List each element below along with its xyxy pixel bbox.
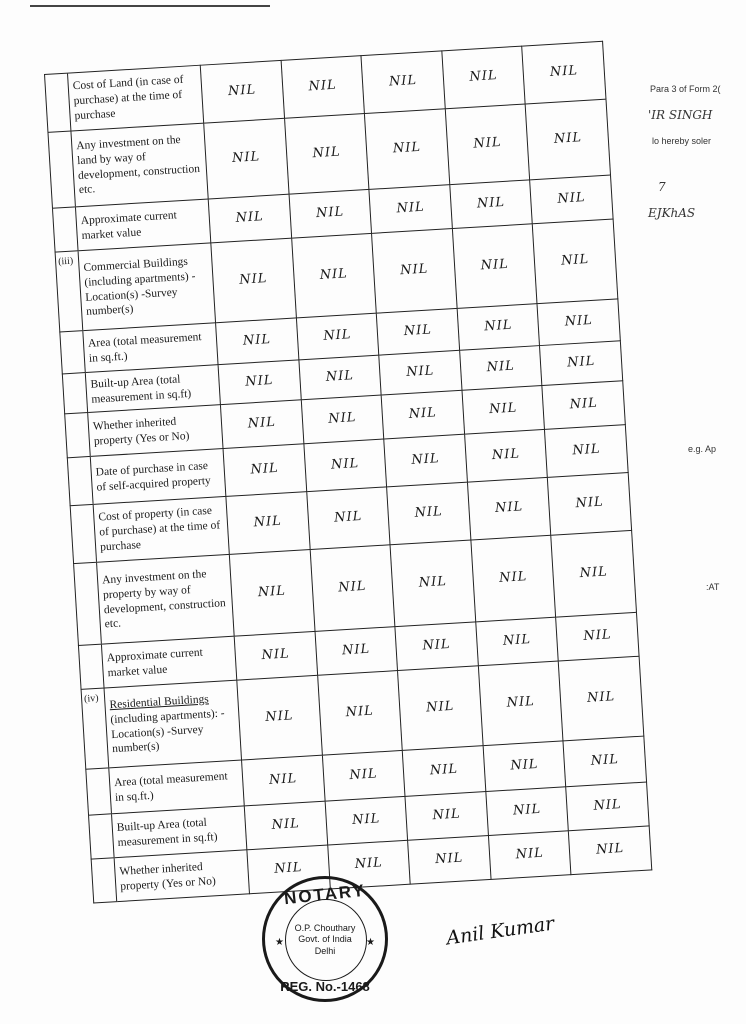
nil-cell: NIL xyxy=(200,60,284,123)
row-label xyxy=(93,496,229,562)
place-fragment: EJKhAS xyxy=(648,206,696,220)
nil-cell: NIL xyxy=(545,425,628,478)
property-table xyxy=(44,41,652,904)
label-text: Whether inherited property (Yes or No) xyxy=(92,415,190,448)
nil-cell: NIL xyxy=(289,189,372,238)
star-icon: ★ xyxy=(275,937,284,948)
nil-cell: NIL xyxy=(218,360,301,405)
row-number xyxy=(89,814,115,859)
nil-cell: NIL xyxy=(284,114,369,195)
section-heading: Residential Buildings xyxy=(109,692,210,711)
nil-cell: NIL xyxy=(556,612,639,661)
nil-cell: NIL xyxy=(405,792,488,841)
adjacent-page-strip xyxy=(648,78,746,678)
declaration-sheet xyxy=(44,41,655,953)
nil-cell: NIL xyxy=(533,219,618,304)
nil-cell: NIL xyxy=(376,308,459,355)
nil-cell: NIL xyxy=(237,675,322,760)
nil-cell: NIL xyxy=(540,341,623,386)
nil-cell: NIL xyxy=(542,381,625,430)
row-label xyxy=(90,449,226,505)
nil-cell: NIL xyxy=(471,535,556,622)
row-number xyxy=(91,858,117,903)
row-number xyxy=(62,373,87,414)
row-label xyxy=(111,806,246,858)
nil-cell: NIL xyxy=(384,434,467,487)
nil-cell: NIL xyxy=(402,746,485,797)
nil-cell: NIL xyxy=(298,355,381,400)
stamp-line3: Delhi xyxy=(314,945,336,956)
nil-cell: NIL xyxy=(566,782,649,831)
label-text: Any investment on the property by way of development, construction etc. xyxy=(101,567,227,631)
nil-cell: NIL xyxy=(315,627,398,676)
row-label xyxy=(71,123,208,207)
nil-cell: NIL xyxy=(559,656,644,741)
stamp-line2: Govt. of India xyxy=(298,934,352,945)
nil-cell: NIL xyxy=(281,56,365,119)
nil-cell: NIL xyxy=(522,41,606,104)
nil-cell: NIL xyxy=(563,736,646,787)
nil-cell: NIL xyxy=(306,487,390,550)
nil-cell: NIL xyxy=(464,429,547,482)
label-text: Any investment on the land by way of development, construction etc. xyxy=(75,133,201,197)
nil-cell: NIL xyxy=(462,386,545,435)
page-edge xyxy=(30,5,270,7)
row-label xyxy=(97,554,235,644)
label-text: Commercial Buildings (including apartments) -Location(s) -Survey number(s) xyxy=(83,255,196,319)
nil-cell: NIL xyxy=(303,439,386,492)
nil-cell: NIL xyxy=(244,801,327,850)
nil-cell: NIL xyxy=(445,104,530,185)
at-fragment: :AT xyxy=(706,582,720,592)
nil-cell: NIL xyxy=(381,390,464,439)
nil-cell: NIL xyxy=(229,550,314,637)
nil-cell: NIL xyxy=(247,845,330,894)
form-reference: Para 3 of Form 2( xyxy=(650,84,721,94)
nil-cell: NIL xyxy=(223,444,306,497)
nil-cell: NIL xyxy=(442,46,526,109)
nil-cell: NIL xyxy=(301,395,384,444)
notary-stamp xyxy=(262,876,388,1002)
label-text: Area (total measurement in sq.ft.) xyxy=(87,330,202,365)
label-text: Approximate current market value xyxy=(106,646,204,679)
row-number: (iii) xyxy=(55,251,83,332)
nil-cell: NIL xyxy=(379,350,462,395)
nil-cell: NIL xyxy=(483,741,566,792)
label-text: Built-up Area (total measurement in sq.ft) xyxy=(116,816,218,849)
nil-cell: NIL xyxy=(537,299,620,346)
row-label xyxy=(75,199,210,251)
star-icon: ★ xyxy=(366,937,375,948)
row-label xyxy=(104,680,242,768)
stamp-bottom: REG. No.-1468 xyxy=(280,979,370,994)
nil-cell: NIL xyxy=(211,238,296,323)
nil-cell: NIL xyxy=(478,661,563,746)
nil-cell: NIL xyxy=(526,99,611,180)
nil-cell: NIL xyxy=(361,51,445,114)
solemn-text: lo hereby soler xyxy=(652,136,712,146)
nil-cell: NIL xyxy=(390,540,475,627)
row-number xyxy=(70,504,96,563)
nil-cell: NIL xyxy=(317,671,402,756)
nil-cell: NIL xyxy=(467,477,551,540)
nil-cell: NIL xyxy=(310,545,395,632)
row-label xyxy=(88,405,223,457)
label-text: Date of purchase in case of self-acquired property xyxy=(95,459,212,494)
nil-cell: NIL xyxy=(216,318,299,365)
nil-cell: NIL xyxy=(325,796,408,845)
nil-cell: NIL xyxy=(226,492,310,555)
nil-cell: NIL xyxy=(450,180,533,229)
label-text: Area (total measurement in sq.ft.) xyxy=(113,769,228,804)
label-text: Built-up Area (total measurement in sq.ft) xyxy=(90,373,192,406)
label-text: Approximate current market value xyxy=(80,208,178,242)
label-text: Cost of property (in case of purchase) at the time of purchase xyxy=(98,504,221,554)
nil-cell: NIL xyxy=(372,229,457,314)
nil-cell: NIL xyxy=(208,194,291,243)
eg-fragment: e.g. Ap xyxy=(688,444,717,454)
nil-cell: NIL xyxy=(488,831,571,880)
nil-cell: NIL xyxy=(365,109,450,190)
nil-cell: NIL xyxy=(395,622,478,671)
label-text: (including apartments): -Location(s) -Survey number(s) xyxy=(110,706,225,756)
row-label xyxy=(101,636,236,688)
nil-cell: NIL xyxy=(408,835,491,884)
row-number xyxy=(78,644,104,689)
row-number xyxy=(65,413,91,458)
row-number xyxy=(45,73,71,132)
row-number xyxy=(67,456,93,505)
nil-cell: NIL xyxy=(486,787,569,836)
nil-cell: NIL xyxy=(220,400,303,449)
stamp-top: NOTARY xyxy=(283,880,367,909)
row-label xyxy=(109,760,244,814)
nil-cell: NIL xyxy=(530,175,613,224)
nil-cell: NIL xyxy=(551,530,636,617)
nil-cell: NIL xyxy=(476,617,559,666)
row-number: (iv) xyxy=(81,688,109,769)
nil-cell: NIL xyxy=(242,755,325,806)
nil-cell: NIL xyxy=(296,313,379,360)
name-fragment: 'IR SINGH xyxy=(648,108,713,122)
row-number xyxy=(60,331,85,374)
row-label xyxy=(114,850,249,902)
row-label xyxy=(78,243,216,331)
stamp-line1: O.P. Chouthary xyxy=(294,923,356,933)
row-number xyxy=(86,768,112,815)
signature: Anil Kumar xyxy=(444,912,556,950)
nil-cell: NIL xyxy=(291,233,376,318)
nil-cell: NIL xyxy=(548,473,632,536)
nil-cell: NIL xyxy=(327,840,410,889)
number-fragment: 7 xyxy=(658,180,666,194)
nil-cell: NIL xyxy=(369,185,452,234)
label-text: Whether inherited property (Yes or No) xyxy=(119,860,217,893)
row-label xyxy=(67,65,203,131)
nil-cell: NIL xyxy=(204,118,289,199)
nil-cell: NIL xyxy=(234,631,317,680)
nil-cell: NIL xyxy=(569,826,652,875)
nil-cell: NIL xyxy=(452,224,537,309)
nil-cell: NIL xyxy=(387,482,471,545)
nil-cell: NIL xyxy=(457,304,540,351)
nil-cell: NIL xyxy=(398,666,483,751)
row-number xyxy=(52,207,78,252)
nil-cell: NIL xyxy=(459,346,542,391)
label-text: Cost of Land (in case of purchase) at the time of purchase xyxy=(72,73,184,123)
nil-cell: NIL xyxy=(322,750,405,801)
